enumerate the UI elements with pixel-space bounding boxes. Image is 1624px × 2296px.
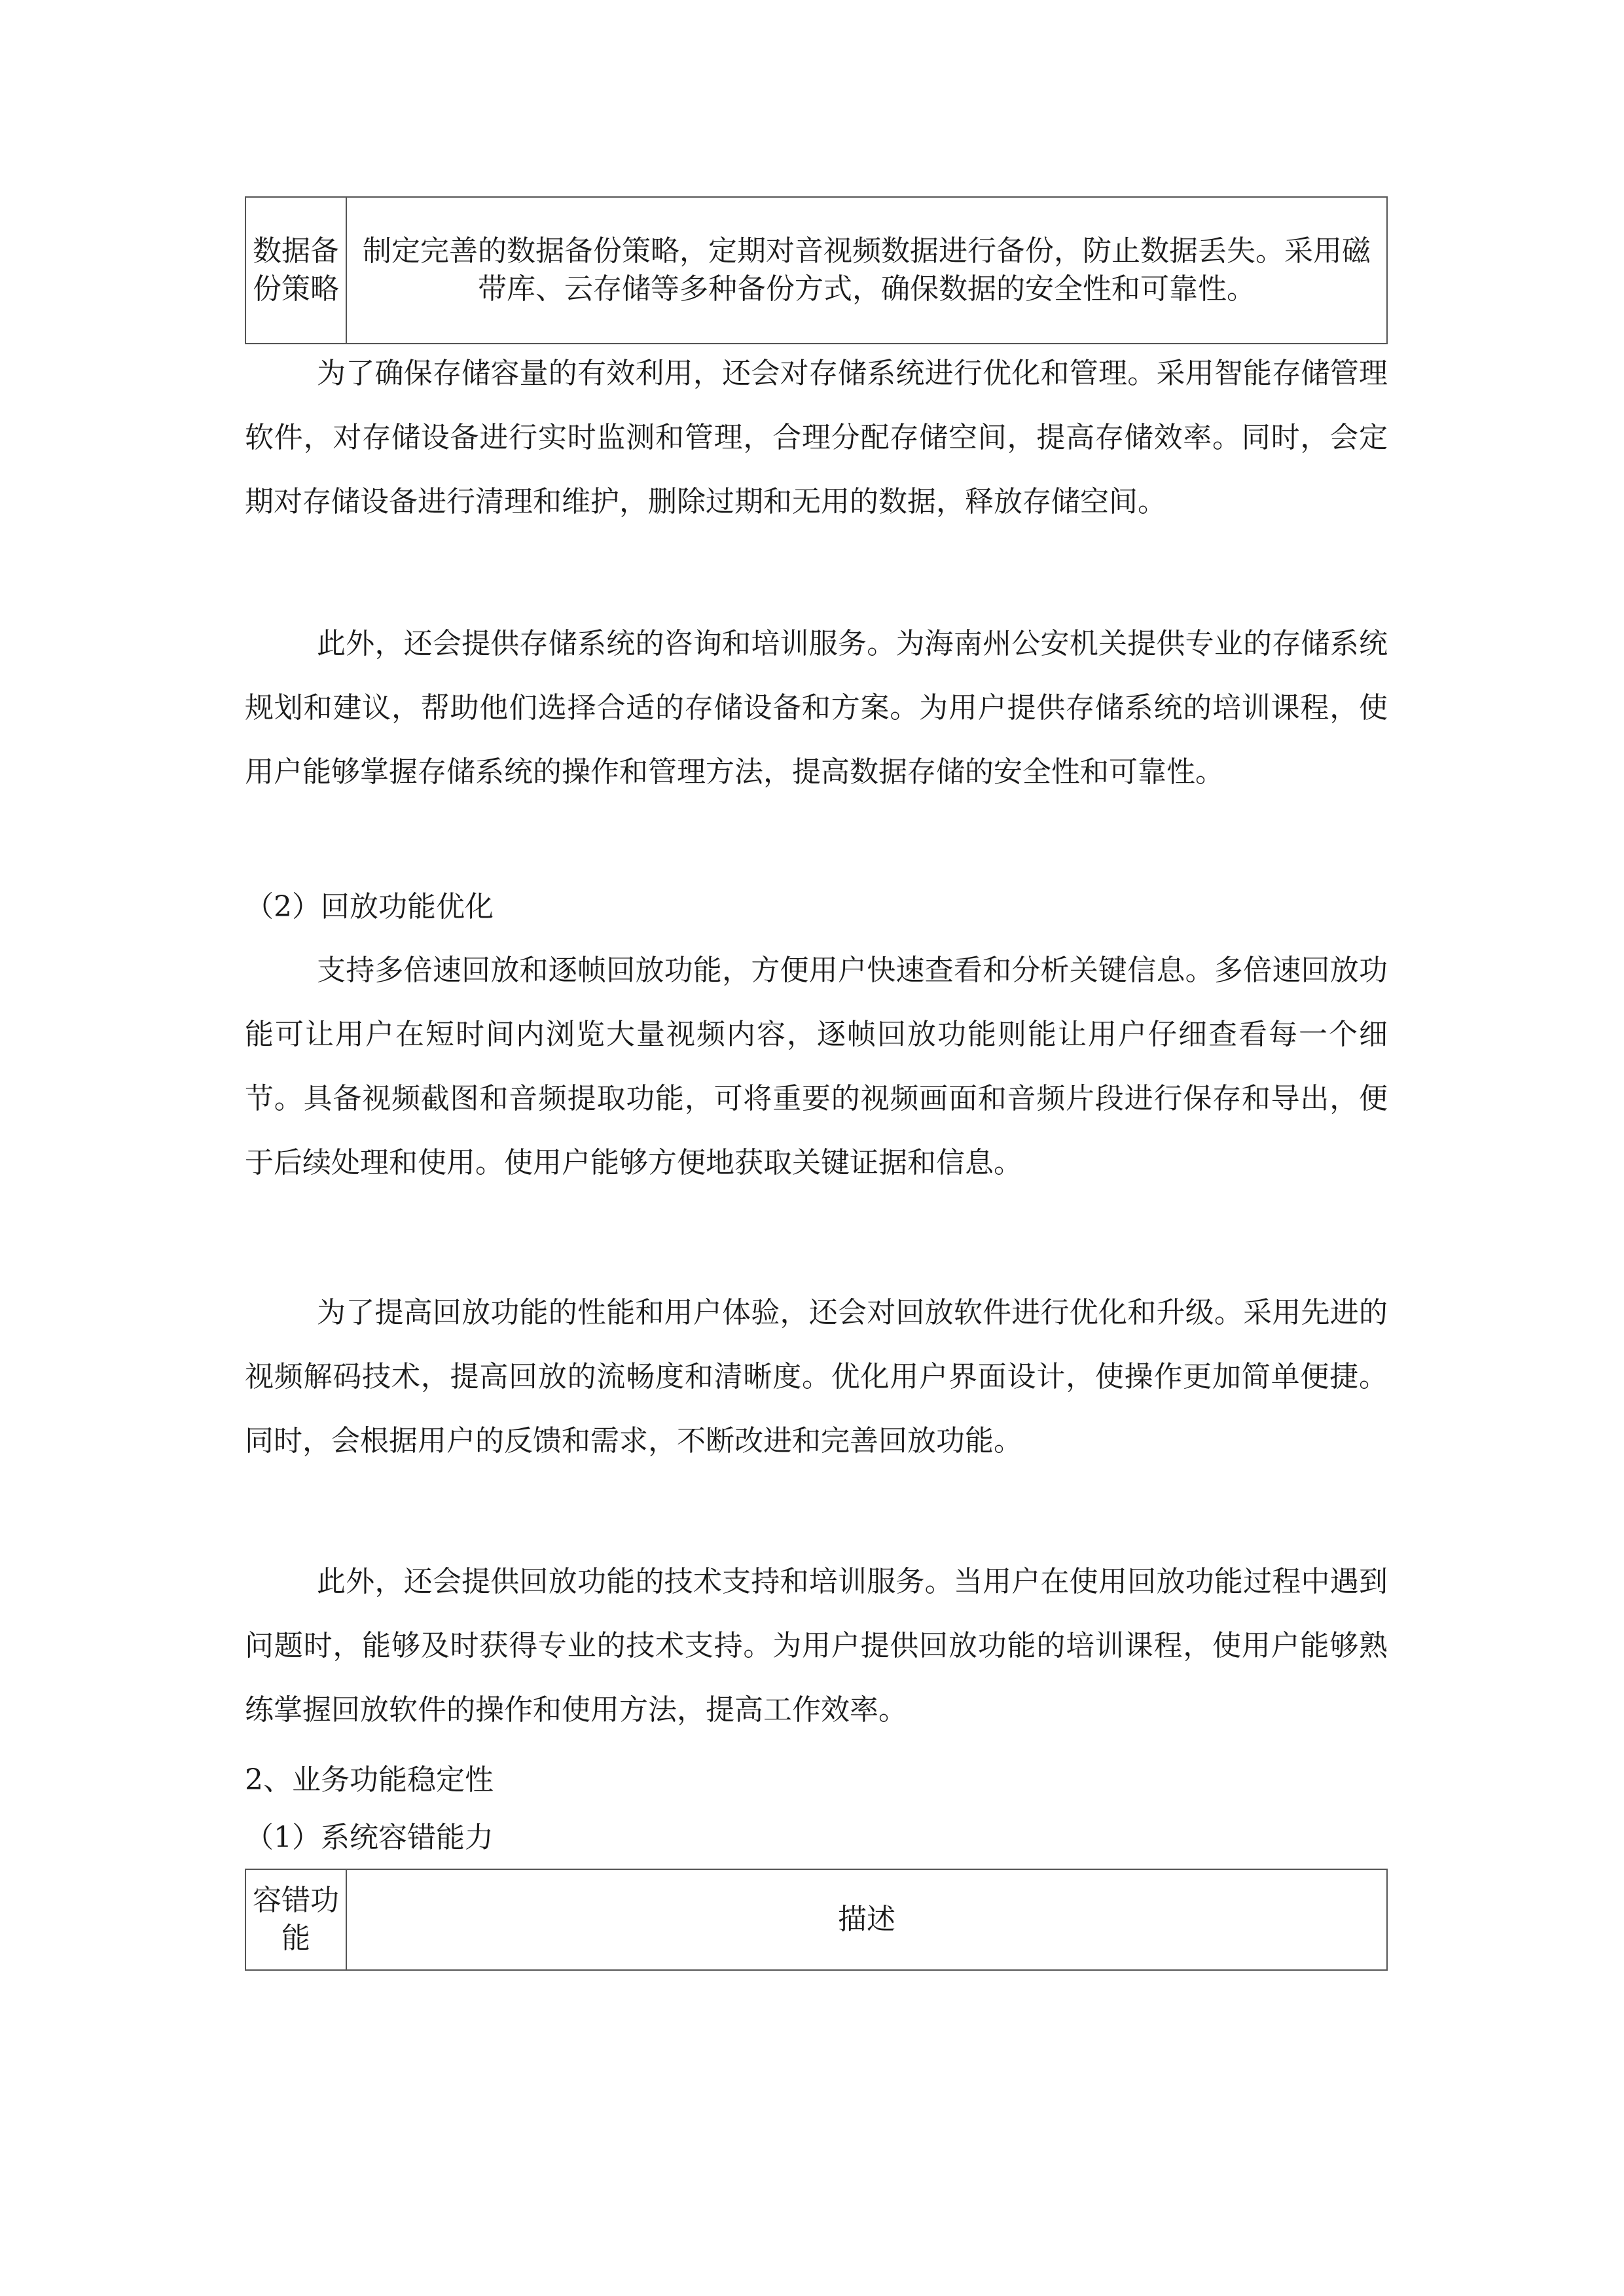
- playback-support-paragraph: 此外，还会提供回放功能的技术支持和培训服务。当用户在使用回放功能过程中遇到问题时，能够及时获得专业的技术支持。为用户提供回放功能的培训课程，使用户能够熟练掌握回放软件的操作和使用方法，提高工作效率。: [245, 1565, 1388, 1727]
- playback-optimization-heading: （2）回放功能优化: [245, 890, 494, 924]
- backup-strategy-label: 数据备份策略: [245, 197, 346, 344]
- description-header: 描述: [346, 1869, 1387, 1970]
- fault-tolerance-table: [245, 1869, 1388, 1971]
- backup-strategy-description: 制定完善的数据备份策略，定期对音视频数据进行备份，防止数据丢失。采用磁带库、云存储等多种备份方式，确保数据的安全性和可靠性。: [346, 197, 1387, 344]
- storage-consulting-paragraph: 此外，还会提供存储系统的咨询和培训服务。为海南州公安机关提供专业的存储系统规划和建议，帮助他们选择合适的存储设备和方案。为用户提供存储系统的培训课程，使用户能够掌握存储系统的操作和管理方法，提高数据存储的安全性和可靠性。: [245, 627, 1388, 789]
- playback-performance-paragraph: 为了提高回放功能的性能和用户体验，还会对回放软件进行优化和升级。采用先进的视频解码技术，提高回放的流畅度和清晰度。优化用户界面设计，使操作更加简单便捷。同时，会根据用户的反馈和需求，不断改进和完善回放功能。: [245, 1296, 1388, 1458]
- fault-tolerance-heading: （1）系统容错能力: [245, 1821, 494, 1854]
- business-stability-heading: 2、业务功能稳定性: [245, 1763, 494, 1797]
- fault-function-header: 容错功能: [245, 1869, 346, 1970]
- table-header-row: [245, 1869, 1387, 1970]
- table-row: [245, 197, 1387, 344]
- storage-optimization-paragraph: 为了确保存储容量的有效利用，还会对存储系统进行优化和管理。采用智能存储管理软件，对存储设备进行实时监测和管理，合理分配存储空间，提高存储效率。同时，会定期对存储设备进行清理和维护，删除过期和无用的数据，释放存储空间。: [245, 357, 1388, 518]
- backup-strategy-table: [245, 196, 1388, 344]
- playback-features-paragraph: 支持多倍速回放和逐帧回放功能，方便用户快速查看和分析关键信息。多倍速回放功能可让用户在短时间内浏览大量视频内容，逐帧回放功能则能让用户仔细查看每一个细节。具备视频截图和音频提取功能，可将重要的视频画面和音频片段进行保存和导出，便于后续处理和使用。使用户能够方便地获取关键证据和信息。: [245, 954, 1388, 1179]
